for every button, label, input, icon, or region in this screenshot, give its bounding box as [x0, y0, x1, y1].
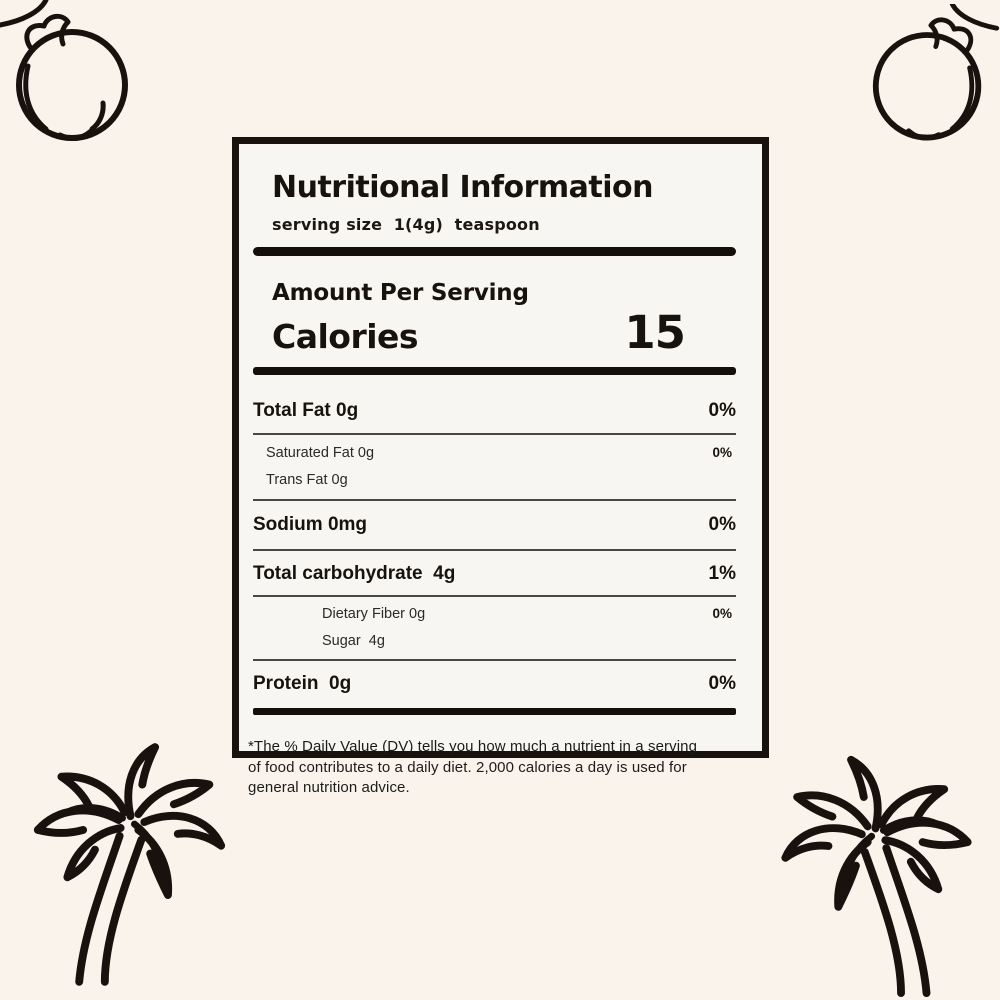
coconut-icon	[0, 0, 140, 155]
label-title: Nutritional Information	[272, 170, 654, 205]
nutrient-daily-value: 0%	[712, 606, 732, 621]
nutrient-row-total-fat	[253, 375, 736, 433]
palm-tree-icon	[772, 748, 984, 998]
nutrient-row-trans-fat	[266, 465, 736, 499]
nutrient-daily-value: 1%	[708, 563, 736, 584]
nutrition-label-panel	[232, 137, 769, 797]
calories-label: Calories	[272, 317, 419, 356]
nutrient-daily-value: 0%	[708, 673, 736, 694]
nutrient-daily-value: 0%	[712, 445, 732, 460]
coconut-icon	[858, 4, 1000, 154]
nutrient-row-sugar	[322, 626, 736, 659]
nutrient-name: Saturated Fat 0g	[266, 445, 375, 461]
nutrient-row-sodium	[253, 501, 736, 549]
amount-per-serving-label: Amount Per Serving	[272, 280, 529, 306]
label-header	[272, 170, 729, 234]
divider-thick-top	[253, 247, 736, 256]
nutrient-name: Total carbohydrate 4g	[253, 563, 456, 584]
nutrient-row-dietary-fiber	[322, 597, 736, 626]
palm-tree-icon	[22, 732, 234, 990]
daily-value-footnote: *The % Daily Value (DV) tells you how much a nutrient in a serving of food contributes to a daily diet. 2,000 calories a day is used for general nutrition advice.	[248, 738, 698, 797]
nutrient-daily-value: 0%	[708, 514, 736, 535]
nutrient-row-protein	[253, 661, 736, 704]
nutrient-name: Total Fat 0g	[253, 400, 359, 421]
serving-size-text: serving size 1(4g) teaspoon	[272, 215, 540, 234]
nutrient-row-total-carbohydrate	[253, 551, 736, 595]
calories-row	[272, 306, 729, 359]
nutrient-rows	[253, 375, 736, 704]
divider-thick-middle	[253, 367, 736, 375]
nutrient-daily-value: 0%	[708, 400, 736, 421]
calories-value: 15	[624, 306, 685, 359]
nutrient-name: Protein 0g	[253, 673, 352, 694]
nutrient-name: Dietary Fiber 0g	[322, 606, 426, 622]
nutrient-row-saturated-fat	[266, 435, 736, 465]
divider-thick-bottom	[253, 708, 736, 715]
nutrient-name: Trans Fat 0g	[266, 472, 348, 488]
nutrient-name: Sodium 0mg	[253, 514, 368, 535]
nutrient-name: Sugar 4g	[322, 633, 385, 649]
